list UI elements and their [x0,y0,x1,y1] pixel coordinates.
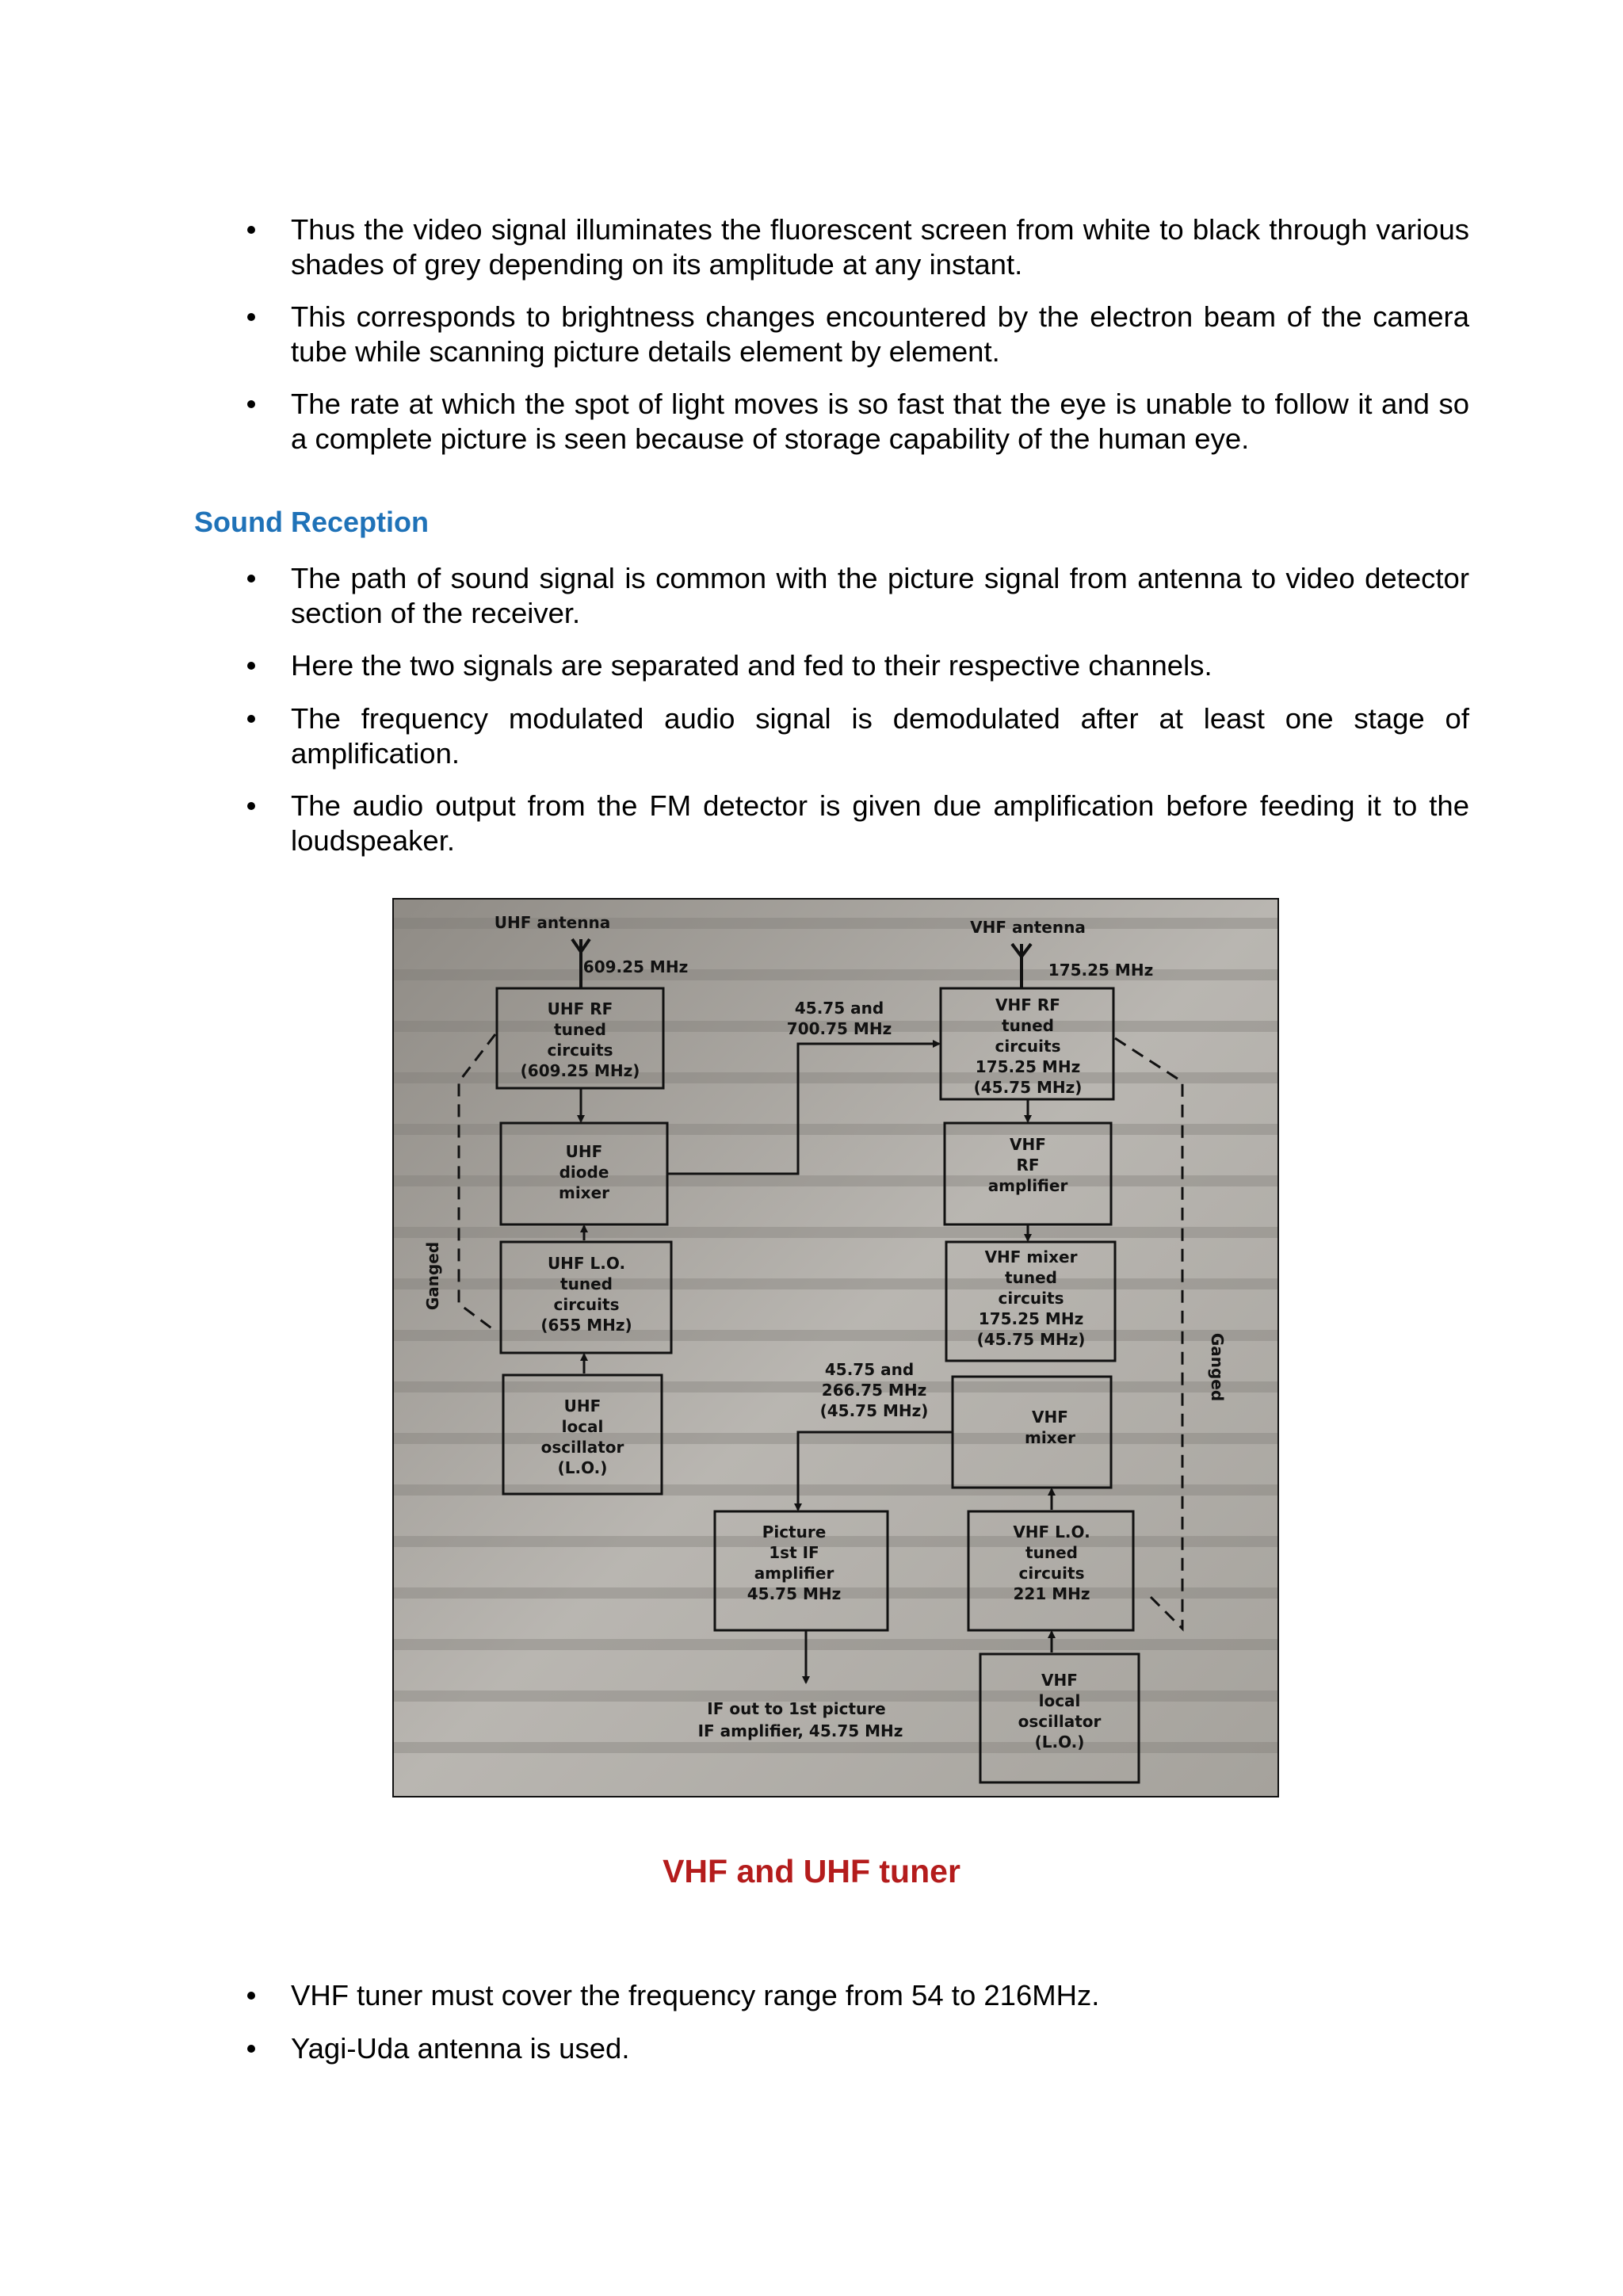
picture-if-line: Picture [762,1522,827,1541]
bullet-icon [247,2045,255,2053]
vhf-lo-tuned-line: circuits [1018,1564,1085,1583]
if-output-label: IF amplifier, 45.75 MHz [697,1721,903,1740]
vhf-mixer-tuned-line: (45.75 MHz) [976,1330,1086,1349]
vhf-lo-tuned-line: VHF L.O. [1013,1522,1090,1541]
uhf-rf-line: circuits [547,1041,613,1060]
vhf-lo-tuned-line: tuned [1025,1543,1078,1562]
vhf-mixer-tuned-line: VHF mixer [984,1247,1078,1266]
bullet-text: The path of sound signal is common with the picture signal from antenna to video detector section of the receiver. [291,562,1469,629]
vhf-rf-line: circuits [995,1037,1061,1056]
vhf-mixer-output-label: 45.75 and [824,1360,915,1379]
bullet-icon [247,662,255,670]
bullet-icon [247,226,255,234]
uhf-lo-line: local [561,1417,604,1436]
bullet-text: This corresponds to brightness changes encountered by the electron beam of the camera tube while scanning picture details element by element. [291,300,1469,368]
bullet-text: VHF tuner must cover the frequency range from 54 to 216MHz. [291,1979,1100,2011]
bullet-text: Yagi-Uda antenna is used. [291,2032,630,2065]
bullet-text: The rate at which the spot of light moves is so fast that the eye is unable to follow it and so a complete picture is seen because of storage capability of the human eye. [291,388,1469,455]
vhf-antenna-frequency: 175.25 MHz [1048,961,1154,980]
vhf-mixer-output-label: 266.75 MHz [821,1381,927,1400]
vhf-lo-line: VHF [1041,1671,1078,1690]
vhf-antenna-label: VHF antenna [970,918,1086,937]
ganged-label-right: Ganged [1208,1332,1227,1402]
bullet-text: Thus the video signal illuminates the fluorescent screen from white to black through various shades of grey depending on its amplitude at any instant. [291,213,1469,281]
bullet-text: Here the two signals are separated and fed to their respective channels. [291,649,1212,682]
vhf-rf-amplifier-line: RF [1016,1156,1040,1175]
uhf-lo-line: oscillator [540,1438,624,1457]
vhf-lo-line: (L.O.) [1034,1733,1085,1752]
vhf-rf-line: tuned [1002,1016,1054,1035]
vhf-mixer-tuned-line: tuned [1005,1268,1057,1287]
vhf-mixer-line: mixer [1024,1428,1076,1447]
vhf-lo-line: oscillator [1018,1712,1102,1731]
vhf-rf-line: VHF RF [995,995,1060,1014]
uhf-rf-line: tuned [554,1020,606,1039]
bullet-text: The frequency modulated audio signal is demodulated after at least one stage of amplification. [291,702,1469,770]
tuner-block-diagram [392,898,1279,1797]
uhf-rf-line: (609.25 MHz) [520,1061,640,1080]
vhf-rf-amplifier-line: amplifier [987,1176,1068,1195]
figure-caption: VHF and UHF tuner [663,1853,960,1889]
vhf-lo-line: local [1038,1691,1081,1710]
uhf-lo-tuned-line: tuned [560,1274,613,1293]
bullet-icon [247,1992,255,2000]
if-output-label: IF out to 1st picture [707,1699,886,1718]
vhf-rf-line: (45.75 MHz) [973,1078,1083,1097]
uhf-lo-tuned-line: (655 MHz) [540,1316,632,1335]
vhf-lo-tuned-line: 221 MHz [1013,1584,1090,1603]
uhf-antenna-label: UHF antenna [494,913,611,932]
uhf-mixer-line: mixer [558,1183,610,1202]
vhf-mixer-line: VHF [1032,1408,1068,1427]
bullet-icon [247,575,255,583]
bullet-text: The audio output from the FM detector is given due amplification before feeding it to the loudspeaker. [291,789,1469,857]
picture-if-line: amplifier [754,1564,834,1583]
uhf-rf-line: UHF RF [547,999,613,1018]
uhf-mixer-line: UHF [565,1142,603,1161]
bullet-icon [247,802,255,810]
uhf-lo-line: (L.O.) [557,1458,608,1477]
uhf-mixer-line: diode [559,1163,609,1182]
ganged-label-left: Ganged [423,1241,442,1311]
picture-if-line: 1st IF [769,1543,819,1562]
bullet-icon [247,400,255,408]
vhf-mixer-tuned-line: 175.25 MHz [978,1309,1084,1328]
mixer-output-label: 45.75 and [794,999,884,1018]
bullet-icon [247,313,255,321]
bullet-icon [247,715,255,723]
vhf-rf-amplifier-line: VHF [1010,1135,1046,1154]
picture-if-line: 45.75 MHz [747,1584,842,1603]
mixer-output-label: 700.75 MHz [786,1019,892,1038]
vhf-mixer-tuned-line: circuits [998,1289,1064,1308]
uhf-lo-tuned-line: circuits [553,1295,620,1314]
vhf-rf-line: 175.25 MHz [975,1057,1081,1076]
section-heading: Sound Reception [194,506,429,538]
uhf-lo-line: UHF [563,1396,601,1415]
uhf-antenna-frequency: 609.25 MHz [582,957,689,976]
vhf-mixer-output-label: (45.75 MHz) [819,1401,929,1420]
uhf-lo-tuned-line: UHF L.O. [547,1254,626,1273]
